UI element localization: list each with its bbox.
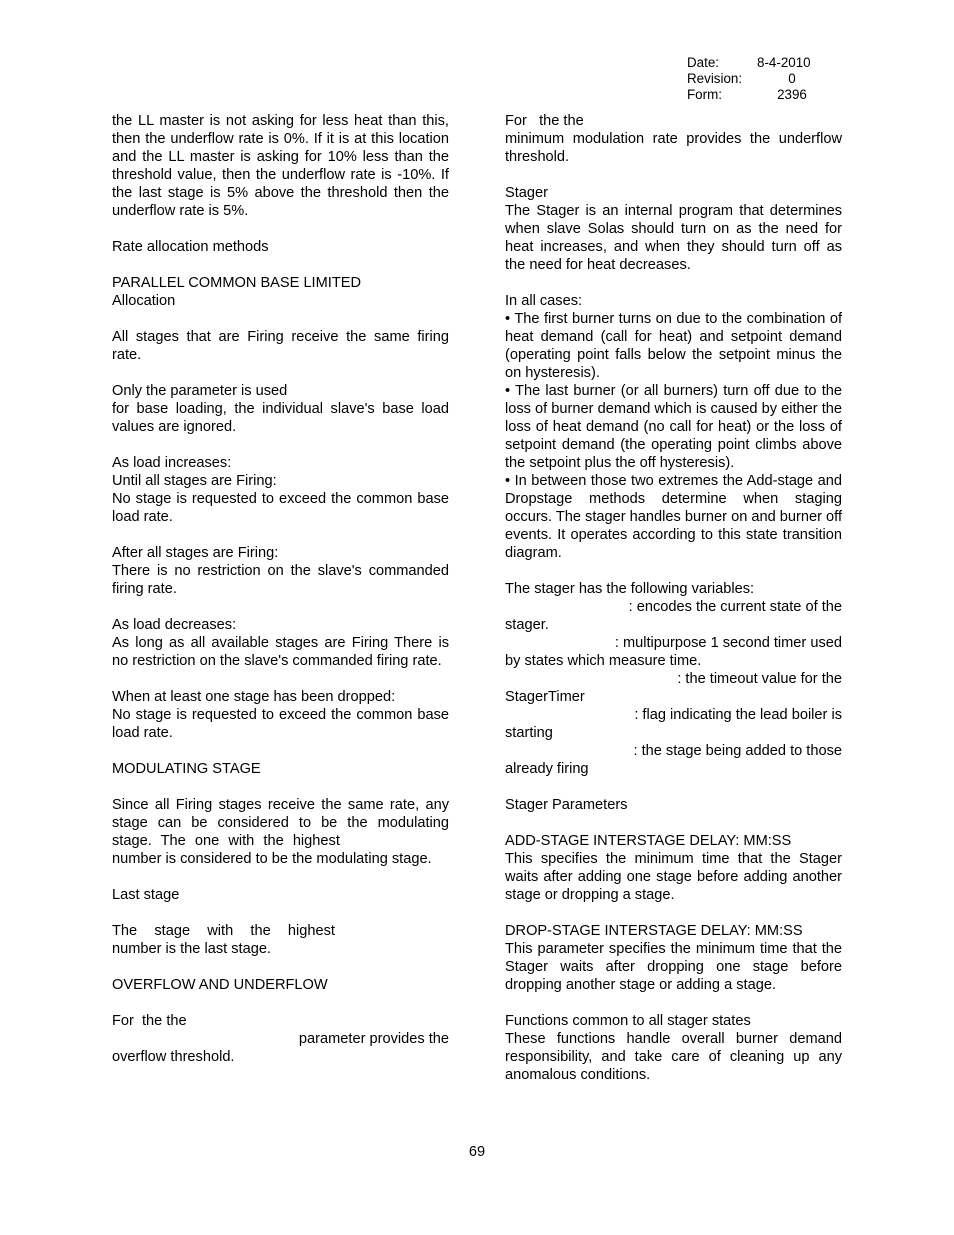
right-column — [505, 112, 842, 1102]
form-label: Form: — [687, 87, 722, 102]
paragraph-base-loading: Only the parameter is used for base loading, the individual slave's base load values are ignored. — [112, 383, 449, 435]
paragraph-underflow-threshold: For the the minimum modulation rate provides the underflow threshold. — [505, 113, 842, 165]
paragraph-load-increases: As load increases: Until all stages are Firing: No stage is requested to exceed the common base load rate. — [112, 455, 449, 525]
header-form-row — [687, 87, 827, 103]
heading-last-stage: Last stage — [112, 887, 180, 903]
paragraph-same-firing-rate: All stages that are Firing receive the same firing rate. — [112, 329, 449, 363]
paragraph-overflow-threshold: For the the parameter provides the overflow threshold. — [112, 1013, 449, 1065]
paragraph-in-all-cases: In all cases: • The first burner turns on due to the combination of heat demand (call for heat) and setpoint demand (operating point falls below the setpoint minus the on hysteresis). • The last burner (or all burners) turn off due to the loss of burner demand which is caused by either the loss of heat demand (no call for heat) or the loss of setpoint demand (the operating point climbs above the setpoint plus the off hysteresis). • In between those two extremes the Add-stage and Dropstage methods determine when staging occurs. The stager handles burner on and burner off events. It operates according to this state transition diagram. — [505, 293, 842, 561]
paragraph-load-decreases: As load decreases: As long as all available stages are Firing There is no restriction on the slave's commanded firing rate. — [112, 617, 449, 669]
heading-overflow-underflow: OVERFLOW AND UNDERFLOW — [112, 977, 328, 993]
revision-value: 0 — [788, 71, 796, 86]
paragraph-stager-variables: The stager has the following variables: : encodes the current state of the stager. : multipurpose 1 second timer used by states which measure time. : the timeout value for the StagerTimer : flag indicating the lead boiler is starting : the stage being added to those already firing — [505, 581, 842, 777]
revision-label: Revision: — [687, 71, 743, 86]
paragraph-parallel-common-base: PARALLEL COMMON BASE LIMITED Allocation — [112, 275, 362, 309]
paragraph-last-stage: The stage with the highest number is the last stage. — [112, 923, 335, 957]
heading-stager-parameters: Stager Parameters — [505, 797, 628, 813]
heading-rate-allocation: Rate allocation methods — [112, 239, 269, 255]
paragraph-drop-stage-delay: DROP-STAGE INTERSTAGE DELAY: MM:SS This parameter specifies the minimum time that the Stager waits after dropping one stage before dropping another stage or adding a stage. — [505, 923, 842, 993]
header-revision-row — [687, 71, 827, 87]
form-value: 2396 — [777, 87, 807, 102]
paragraph-all-stages-firing: After all stages are Firing: There is no restriction on the slave's commanded firing rate. — [112, 545, 449, 597]
paragraph-common-functions: Functions common to all stager states These functions handle overall burner demand responsibility, and take care of cleaning up any anomalous conditions. — [505, 1013, 842, 1083]
date-value: 8-4-2010 — [757, 55, 811, 70]
document-header — [687, 55, 827, 103]
heading-modulating-stage: MODULATING STAGE — [112, 761, 261, 777]
left-column — [112, 112, 449, 1084]
paragraph-underflow-rate: the LL master is not asking for less heat than this, then the underflow rate is 0%. If it is at this location and the LL master is asking for 10% less than the threshold value, then the underflow rate is -10%. If the last stage is 5% above the threshold then the underflow rate is 5%. — [112, 113, 449, 219]
page-number: 69 — [468, 1144, 486, 1160]
header-date-row — [687, 55, 827, 71]
paragraph-add-stage-delay: ADD-STAGE INTERSTAGE DELAY: MM:SS This specifies the minimum time that the Stager waits after adding one stage before adding another stage or dropping a stage. — [505, 833, 842, 903]
date-label: Date: — [687, 55, 720, 70]
paragraph-stage-dropped: When at least one stage has been dropped: No stage is requested to exceed the common base load rate. — [112, 689, 449, 741]
paragraph-modulating-stage: Since all Firing stages receive the same rate, any stage can be considered to be the modulating stage. The one with the highest number is considered to be the modulating stage. — [112, 797, 449, 867]
paragraph-stager: Stager The Stager is an internal program that determines when slave Solas should turn on as the need for heat increases, and when they should turn off as the need for heat decreases. — [505, 185, 842, 273]
